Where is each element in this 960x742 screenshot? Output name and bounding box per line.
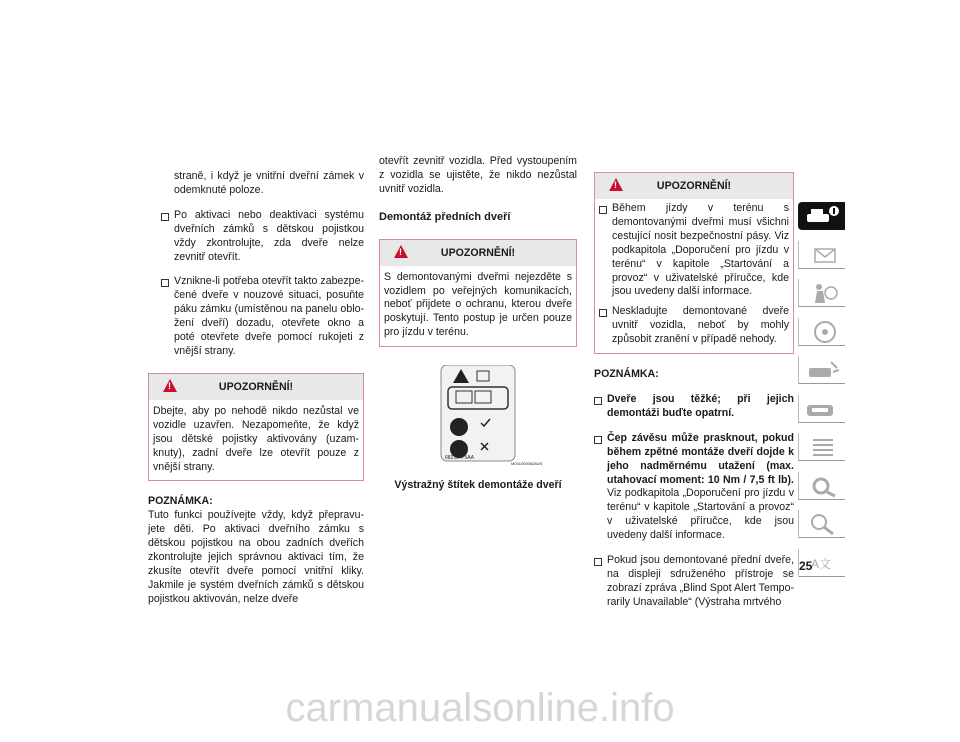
column-3	[594, 172, 794, 610]
warning-header: ! UPOZORNĚNÍ!	[149, 374, 363, 400]
checkbox-bullet-icon	[161, 213, 169, 221]
settings-list-icon[interactable]	[798, 433, 845, 461]
car-crash-icon[interactable]	[798, 356, 845, 384]
warning-header: ! UPOZORNĚNÍ!	[595, 173, 793, 199]
page-number: 25	[799, 559, 813, 573]
svg-text:A文: A文	[811, 556, 832, 571]
list-item: Pokud jsou demontované přední dveře, na displeji sdruženého přístroje se zobrazí zpráva „Blind Spot Alert Tempo-rarily Unavailable“ (Výstraha mrtvého	[594, 554, 794, 610]
list-item: Neskladujte demontované dveře uvnitř vozidla, neboť by mohly způsobit zranění v případě nehody.	[599, 305, 789, 347]
note-title: POZNÁMKA:	[594, 368, 659, 381]
checkbox-bullet-icon	[594, 397, 602, 405]
door-removal-warning-label-image	[411, 365, 545, 473]
warning-text: Dbejte, aby po nehodě nikdo nezůstal ve vozidle uzavřen. Nezapomeňte, že když jsou dětské pojistky aktivovány (uzam-knuty), zadní dveře lze otevřít pouze z vnější strany.	[153, 404, 359, 473]
list-item: Vznikne-li potřeba otevřít takto zabezpe-čené dveře v nouzové situaci, posuňte páku zámku (umístěnou na panelu oblo-žení dveří) dozadu, otevřete okno a poté otevřete dveře pomocí rukojeti z vnější strany.	[148, 275, 364, 358]
figure-caption: Výstražný štítek demontáže dveří	[394, 479, 562, 492]
steering-wheel-icon[interactable]	[798, 318, 845, 346]
warning-body	[595, 202, 793, 353]
warning-box	[594, 172, 794, 354]
list-item: Čep závěsu může prasknout, pokud během zpětné montáže dveří dojde k jeho nadměrnému utažení (max. utahovací moment: 10 Nm / 7,5 ft lb). Viz podkapitola „Doporučení pro jízdu v terénu“ v kapitole „Startování a provoz“ v uživatelské příručce, kde jsou uvedeny další informace.	[594, 432, 794, 543]
door-label-illustration	[411, 365, 545, 473]
figure-code: M0310000628US	[511, 461, 543, 467]
warning-text: S demontovanými dveřmi nejezděte s vozidlem po veřejných komunikacích, neboť přijdete o ochranu, kterou dveře poskytují. Tento postup je určen pouze pro jízdu v terénu.	[384, 270, 572, 339]
car-info-icon[interactable]	[798, 202, 845, 230]
watermark: carmanualsonline.info	[285, 686, 675, 730]
note-text: Tuto funkci používejte vždy, když přepravu-jete děti. Po aktivaci dveřního zámku s dětskou pojistkou na obou zadních dveřích zkontrolujte jejich správnou aktivaci tím, že zkusíte otevřít dveře pomocí vnitřní kliky. Jakmile je systém dveřních zámků s dětskou pojistkou aktivován, nelze dveře	[148, 509, 364, 605]
note-title: POZNÁMKA:	[148, 495, 213, 508]
checkbox-bullet-icon	[599, 309, 607, 317]
warning-triangle-icon: !	[163, 379, 177, 392]
mail-warning-icon[interactable]	[798, 241, 845, 269]
checkbox-bullet-icon	[594, 558, 602, 566]
paragraph-continuation: straně, i když je vnitřní dveřní zámek v odemknuté poloze.	[174, 170, 364, 196]
warning-triangle-icon: !	[394, 245, 408, 258]
search-icon[interactable]	[798, 510, 845, 538]
checkbox-bullet-icon	[161, 279, 169, 287]
section-heading: Demontáž předních dveří	[379, 210, 511, 223]
warning-triangle-icon: !	[609, 178, 623, 191]
column-1	[148, 170, 364, 607]
list-item: Dveře jsou těžké; při jejich demontáži buďte opatrní.	[594, 393, 794, 421]
chapter-tabs	[798, 202, 844, 587]
paragraph-continuation: otevřít zevnitř vozidla. Před vystoupením z vozidla se ujistěte, že nikdo nezůstal uvnitř vozidla.	[379, 155, 577, 195]
column-2	[379, 155, 577, 493]
car-service-icon[interactable]	[798, 395, 845, 423]
wrench-gear-icon[interactable]	[798, 472, 845, 500]
warning-box	[148, 373, 364, 482]
checkbox-bullet-icon	[594, 436, 602, 444]
checkbox-bullet-icon	[599, 206, 607, 214]
label-code: 68215475AA	[445, 455, 474, 462]
warning-box	[379, 239, 577, 348]
list-item: Během jízdy v terénu s demontovanými dveřmi musí všichni cestující nosit bezpečnostní pásy. Viz podkapitola „Doporučení pro jízdu v terénu“ v kapitole „Startování a provoz“ v uživatelské příručce, kde jsou uvedeny další informace.	[599, 202, 789, 299]
warning-header: ! UPOZORNĚNÍ!	[380, 240, 576, 266]
list-item: Po aktivaci nebo deaktivaci systému dveřních zámků s dětskou pojistkou vždy zkontrolujte, zda dveře nelze zevnitř otevřít.	[148, 209, 364, 265]
seatbelt-airbag-icon[interactable]	[798, 279, 845, 307]
